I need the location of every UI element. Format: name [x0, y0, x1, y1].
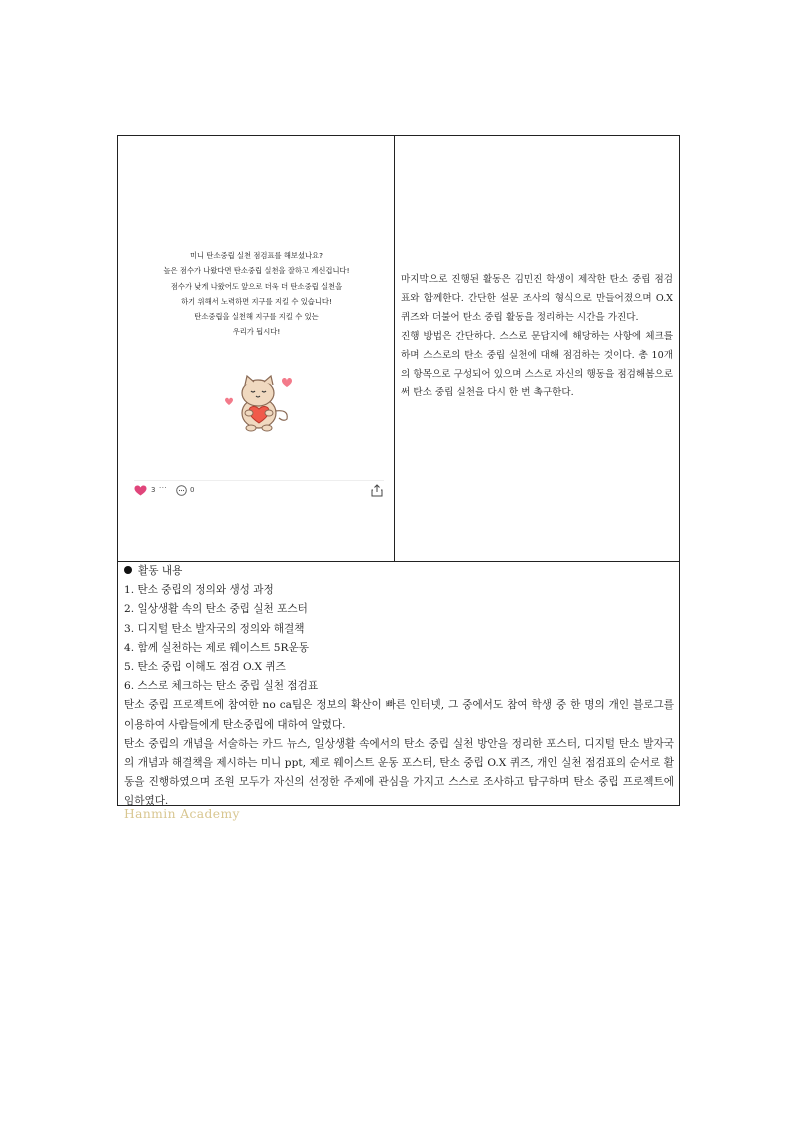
- comment-icon[interactable]: [176, 485, 187, 496]
- cat-mascot-illustration: [223, 371, 293, 433]
- activities-paragraph: 탄소 중립의 개념을 서술하는 카드 뉴스, 일상생활 속에서의 탄소 중립 실천 방안을 정리한 포스터, 디지털 탄소 발자국의 개념과 해결책을 제시하는 미니 ppt, 제로 웨이스트 운동 포스터, 탄소 중립 O.X 퀴즈, 개인 실천 점검표의 순서로 활동을 진행하였으며 조원 모두가 자신의 선정한 주제에 관심을 가지고 스스로 조사하고 탐구하며 탄소 중립 프로젝트에 임하였다.: [124, 737, 674, 808]
- description-paragraph: 진행 방법은 간단하다. 스스로 문답지에 해당하는 사항에 체크를 하며 스스로의 탄소 중립 실천에 대해 점검하는 것이다. 총 10개의 항목으로 구성되어 있으며 스스로 자신의 행동을 점검해봄으로써 탄소 중립 실천을 다시 한 번 촉구한다.: [401, 330, 673, 399]
- post-line: 우리가 됩시다!: [232, 327, 281, 337]
- post-line: 미니 탄소중립 실천 점검표를 해보셨나요?: [190, 251, 323, 260]
- activity-item: 4. 함께 실천하는 제로 웨이스트 5R운동: [124, 641, 309, 654]
- heart-icon[interactable]: [134, 485, 147, 496]
- like-count: 3: [151, 486, 156, 494]
- post-divider: [134, 480, 384, 481]
- post-caption: [118, 248, 395, 340]
- activity-item: 2. 일상생활 속의 탄소 중립 실천 포스터: [124, 603, 308, 616]
- activities-cell: [118, 562, 679, 806]
- post-action-bar: [134, 479, 384, 499]
- activity-item: 1. 탄소 중립의 정의와 생성 과정: [124, 584, 274, 597]
- post-line: 점수가 낮게 나왔어도 앞으로 더욱 더 탄소중립 실천을: [170, 281, 343, 291]
- activity-item: 5. 탄소 중립 이해도 점검 O.X 퀴즈: [124, 661, 286, 674]
- share-icon[interactable]: [371, 484, 383, 497]
- post-line: 높은 점수가 나왔다면 탄소중립 실천을 잘하고 계신겁니다!: [163, 266, 350, 276]
- description-text: [401, 271, 673, 403]
- activities-heading: [124, 562, 674, 581]
- activities-heading-label: 활동 내용: [138, 565, 183, 577]
- activities-section: [124, 562, 674, 812]
- post-line: 하기 위해서 노력하면 지구를 지킬 수 있습니다!: [181, 296, 332, 306]
- description-paragraph: 마지막으로 진행된 활동은 김민진 학생이 제작한 탄소 중립 점검표와 함께한다. 간단한 설문 조사의 형식으로 만들어졌으며 O.X 퀴즈와 더불어 탄소 중립 활동을 정리하는 시간을 가진다.: [401, 274, 673, 323]
- activity-item: 3. 디지털 탄소 발자국의 정의와 해결책: [124, 622, 305, 635]
- post-image-cell: [118, 136, 395, 561]
- more-icon[interactable]: ···: [159, 484, 168, 492]
- content-table: [117, 135, 680, 806]
- activity-item: 6. 스스로 체크하는 탄소 중립 실천 점검표: [124, 680, 319, 693]
- bullet-icon: [124, 566, 132, 574]
- activities-paragraph: 탄소 중립 프로젝트에 참여한 no ca팀은 정보의 확산이 빠른 인터넷, 그 중에서도 참여 학생 중 한 명의 개인 블로그를 이용하여 사람들에게 탄소중립에 대하여 알렸다.: [124, 699, 674, 731]
- academy-watermark: Hanmin Academy: [124, 807, 240, 821]
- post-line: 탄소중립을 실천해 지구를 지킬 수 있는: [194, 312, 319, 322]
- description-cell: [395, 136, 679, 561]
- comment-count: 0: [190, 486, 195, 494]
